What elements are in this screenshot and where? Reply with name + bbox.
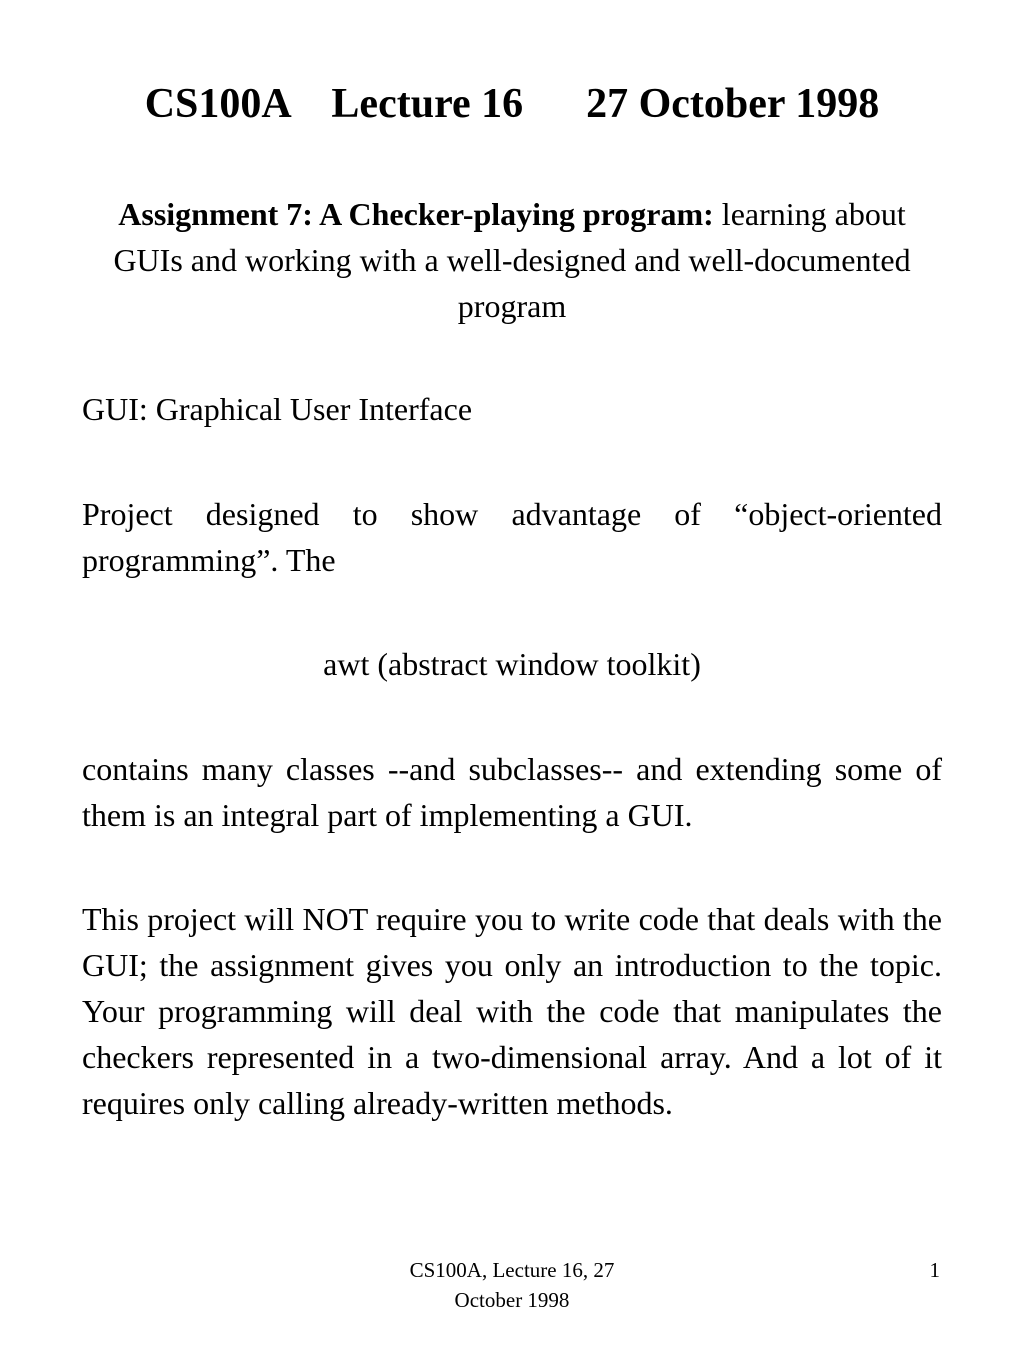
assignment-description: learning about GUIs and working with a well-designed and well-documented program xyxy=(113,196,911,324)
contains-paragraph: contains many classes --and subclasses-- and extending some of them is an integral part of implementing a GUI. xyxy=(82,751,942,833)
slide-title: CS100A Lecture 16 27 October 1998 xyxy=(144,81,880,127)
footer-line-1: CS100A, Lecture 16, 27 xyxy=(409,1258,615,1282)
project-note-paragraph: This project will NOT require you to write code that deals with the GUI; the assignment gives you only an introduction to the topic. Your programming will deal with the code that manipulates the checkers represented in a two-dimensional array. And a lot of it requires only calling already-written methods. xyxy=(82,901,942,1121)
footer-line-2: October 1998 xyxy=(454,1288,570,1312)
footer-caption xyxy=(362,1255,662,1315)
awt-line: awt (abstract window toolkit) xyxy=(323,646,701,682)
page-number: 1 xyxy=(929,1258,940,1282)
assignment-heading xyxy=(82,191,942,329)
project-intro: Project designed to show advantage of “object-oriented programming”. The xyxy=(82,496,942,578)
assignment-label: Assignment 7: A Checker-playing program: xyxy=(118,196,714,232)
gui-definition: GUI: Graphical User Interface xyxy=(82,391,473,427)
